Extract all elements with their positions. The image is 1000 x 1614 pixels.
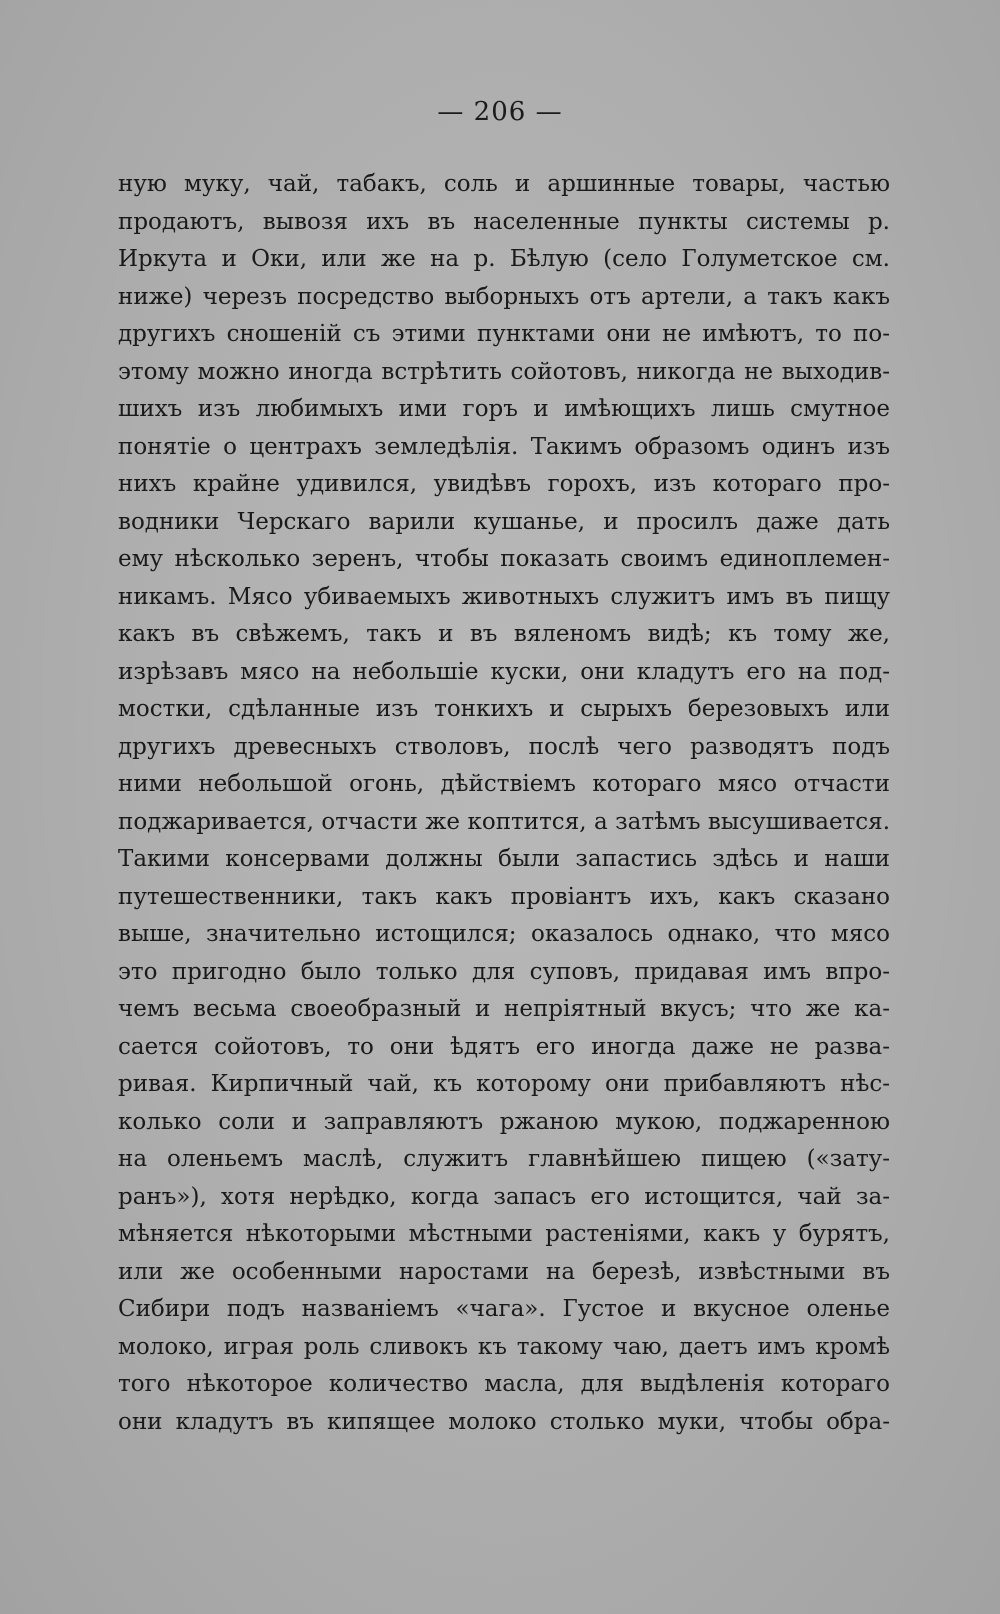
text-line: никамъ. Мясо убиваемыхъ животныхъ служитъ имъ въ пищу <box>118 583 890 610</box>
text-line: чемъ весьма своеобразный и непріятный вкусъ; что же ка- <box>118 996 890 1022</box>
text-line: ную муку, чай, табакъ, соль и аршинные товары, частью <box>118 171 890 197</box>
text-line: Сибири подъ названіемъ «чага». Густое и вкусное оленье <box>118 1296 890 1322</box>
text-line: нихъ крайне удивился, увидѣвъ горохъ, изъ котораго про- <box>118 471 890 497</box>
text-line: Такими консервами должны были запастись здѣсь и наши <box>118 846 890 872</box>
text-line: путешественники, такъ какъ провіантъ ихъ, какъ сказано <box>118 883 890 910</box>
text-line: на оленьемъ маслѣ, служитъ главнѣйшею пищею («зату- <box>118 1146 890 1172</box>
text-line: они кладутъ въ кипящее молоко столько муки, чтобы обра- <box>118 1408 890 1435</box>
text-line: мостки, сдѣланные изъ тонкихъ и сырыхъ березовыхъ или <box>118 696 890 722</box>
text-line: изрѣзавъ мясо на небольшіе куски, они кладутъ его на под- <box>118 658 890 685</box>
text-line: водники Черскаго варили кушанье, и просилъ даже дать <box>118 508 890 535</box>
text-line: это пригодно было только для суповъ, придавая имъ впро- <box>118 958 890 985</box>
text-line: понятіе о центрахъ земледѣлія. Такимъ образомъ одинъ изъ <box>118 433 890 460</box>
text-line: ними небольшой огонь, дѣйствіемъ котораго мясо отчасти <box>118 771 890 797</box>
text-line: шихъ изъ любимыхъ ими горъ и имѣющихъ лишь смутное <box>118 396 890 422</box>
text-line: Иркута и Оки, или же на р. Бѣлую (село Голуметское см. <box>118 246 890 272</box>
text-line: сается сойотовъ, то они ѣдятъ его иногда даже не разва- <box>118 1033 890 1060</box>
text-line: мѣняется нѣкоторыми мѣстными растеніями, какъ у бурятъ, <box>118 1221 890 1247</box>
text-line: ривая. Кирпичный чай, къ которому они прибавляютъ нѣс- <box>118 1071 890 1097</box>
text-line: колько соли и заправляютъ ржаною мукою, поджаренною <box>118 1108 890 1135</box>
text-line: ранъ»), хотя нерѣдко, когда запасъ его истощится, чай за- <box>118 1183 890 1210</box>
text-line: ему нѣсколько зеренъ, чтобы показать своимъ единоплемен- <box>118 546 890 572</box>
text-line: этому можно иногда встрѣтить сойотовъ, никогда не выходив- <box>118 358 890 385</box>
text-line: продаютъ, вывозя ихъ въ населенные пункты системы р. <box>118 208 890 235</box>
page-number: — 206 — <box>437 97 563 127</box>
text-line: какъ въ свѣжемъ, такъ и въ вяленомъ видѣ; къ тому же, <box>118 621 890 647</box>
body-text <box>118 166 890 1441</box>
text-line: молоко, играя роль сливокъ къ такому чаю, даетъ имъ кромѣ <box>118 1333 890 1360</box>
text-line: выше, значительно истощился; оказалось однако, что мясо <box>118 921 890 947</box>
text-line: другихъ сношеній съ этими пунктами они не имѣютъ, то по- <box>118 321 890 347</box>
text-line: того нѣкоторое количество масла, для выдѣленія котораго <box>118 1371 890 1397</box>
text-line: или же особенными наростами на березѣ, извѣстными въ <box>118 1258 890 1285</box>
text-line: поджаривается, отчасти же коптится, а затѣмъ высушивается. <box>118 808 890 835</box>
text-line: ниже) черезъ посредство выборныхъ отъ артели, а такъ какъ <box>118 283 890 310</box>
text-line: другихъ древесныхъ стволовъ, послѣ чего разводятъ подъ <box>118 733 890 760</box>
